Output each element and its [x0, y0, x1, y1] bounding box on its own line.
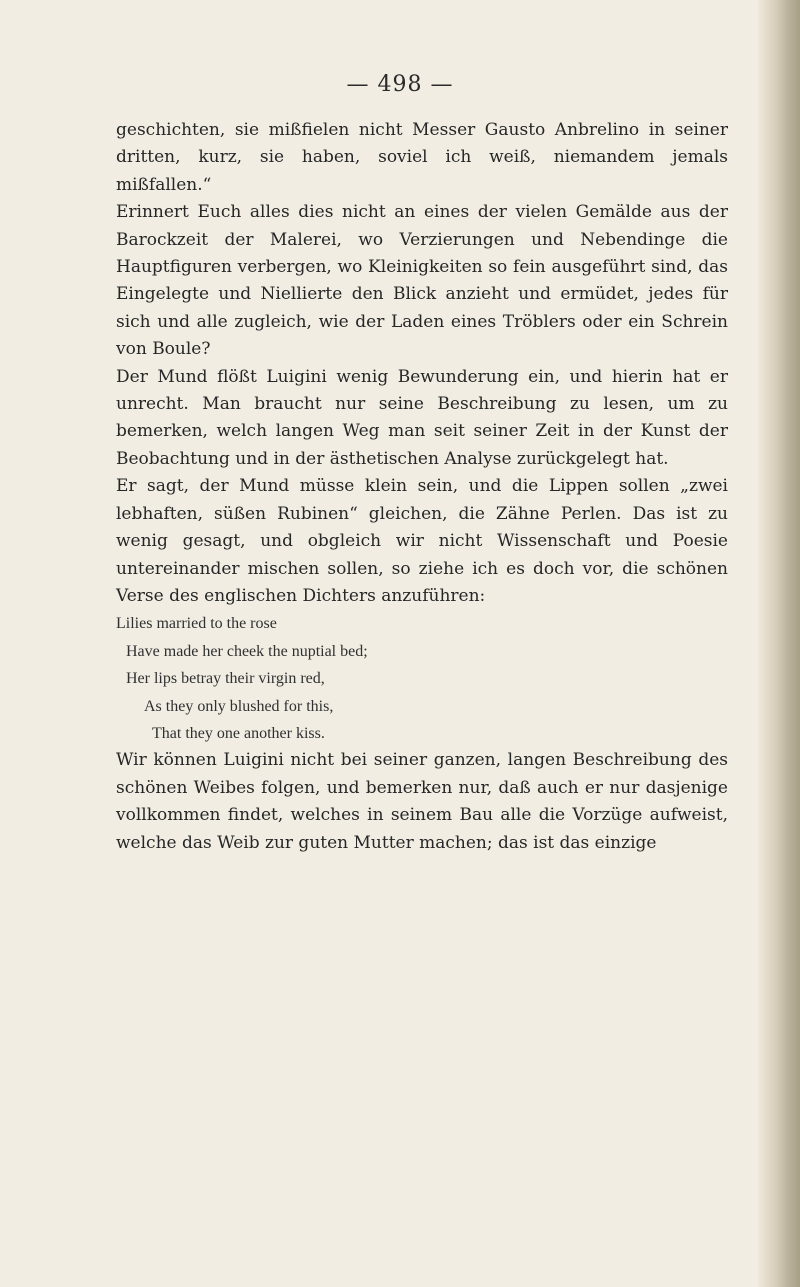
page-edge-shadow [758, 0, 800, 1287]
poem-line: Her lips betray their virgin red, [126, 670, 325, 688]
paragraph-lips-rubies: Er sagt, der Mund müsse klein sein, und die Lippen sollen „zwei lebhaften, süßen Rubinen“ gleichen, die Zähne Perlen. Das ist zu wenig gesagt, und obgleich wir nicht Wissenschaft und Poesie untereinander mischen sollen, so ziehe ich es doch vor, die schönen Verse des englischen Dichters anzuführen: [116, 476, 728, 606]
poem-line: As they only blushed for this, [144, 697, 334, 715]
paragraph-mouth-admiration: Der Mund flößt Luigini wenig Bewunderung ein, und hierin hat er unrecht. Man braucht nur seine Beschreibung zu lesen, um zu bemerken, welch langen Weg man seit seiner Zeit in der Kunst der Beobachtung und in der ästhetischen Analyse zurückgelegt hat. [116, 366, 728, 469]
paragraph-closing: Wir können Luigini nicht bei seiner ganzen, langen Beschreibung des schönen Weibes folgen, und bemerken nur, daß auch er nur dasjenige vollkommen findet, welches in seinem Bau alle die Vorzüge aufweist, welche das Weib zur guten Mutter machen; das ist das einzige [116, 750, 728, 853]
poem-line: Lilies married to the rose [116, 615, 277, 633]
poem-line: Have made her cheek the nuptial bed; [126, 642, 368, 660]
paragraph-baroque-painting: Erinnert Euch alles dies nicht an eines der vielen Gemälde aus der Barockzeit der Malerei, wo Verzierungen und Nebendinge die Hauptfiguren verbergen, wo Kleinigkeiten so fein ausgeführt sind, das Eingelegte und Niellierte den Blick anzieht und ermüdet, jedes für sich und alle zugleich, wie der Laden eines Tröblers oder ein Schrein von Boule? [116, 202, 728, 360]
page-number: — 498 — [346, 72, 454, 97]
english-poem [116, 610, 728, 747]
body-text [116, 117, 728, 857]
poem-line: That they one another kiss. [152, 724, 325, 742]
paragraph-continuation: geschichten, sie mißfielen nicht Messer Gausto Anbrelino in seiner dritten, kurz, sie haben, soviel ich weiß, niemandem jemals mißfallen.“ [116, 120, 728, 195]
